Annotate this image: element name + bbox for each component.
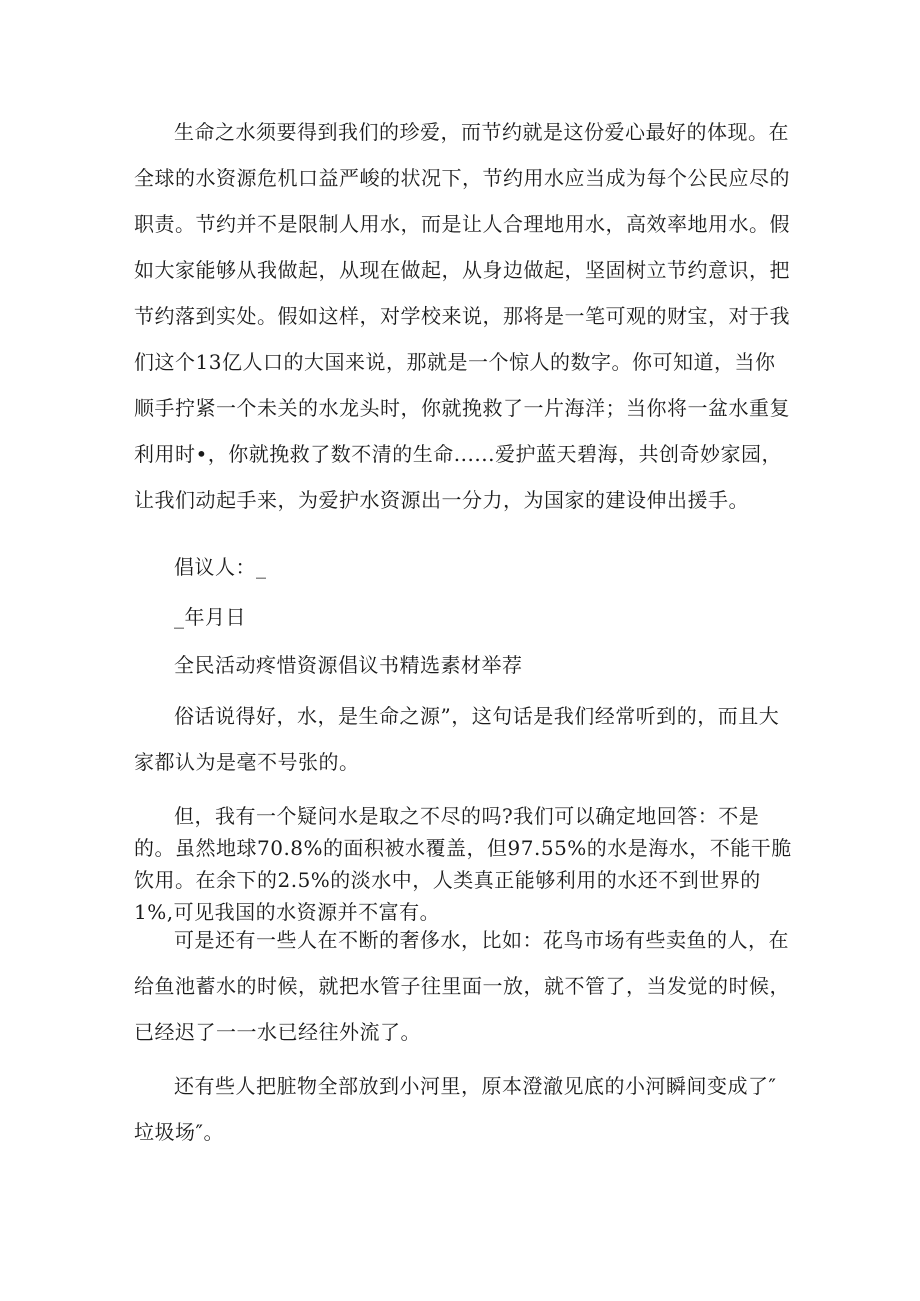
paragraph-river-pollution: 还有些人把脏物全部放到小河里，原本澄澈见底的小河瞬间变成了″垃圾场″。 (134, 1074, 777, 1144)
date-line: _年月日 (174, 605, 246, 629)
paragraph-water-conservation: 生命之水须要得到我们的珍爱，而节约就是这份爱心最好的体现。在全球的水资源危机口益严峻的状况下，节约用水应当成为每个公民应尽的职责。节约并不是限制人用水，而是让人合理地用水，高效率地用水。假如大家能够从我做起，从现在做起，从身边做起，坚固树立节约意识，把节约落到实处。假如这样，对学校来说，那将是一笔可观的财宝，对于我们这个13亿人口的大国来说，那就是一个惊人的数字。你可知道，当你顺手拧紧一个未关的水龙头时，你就挽救了一片海洋；当你将一盆水重复利用时•，你就挽救了数不清的生命......爱护蓝天碧海，共创奇妙家园，让我们动起手来，为爱护水资源出一分力，为国家的建设伸出援手。 (134, 120, 790, 512)
paragraph-water-statistics: 但，我有一个疑问水是取之不尽的吗?我们可以确定地回答：不是的。虽然地球70.8%的面积被水覆盖，但97.55%的水是海水，不能干脆饮用。在余下的2.5%的淡水中，人类真正能够利用的水还不到世界的1%,可见我国的水资源并不富有。 (134, 804, 792, 924)
signer-line: 倡议人：_ (174, 555, 267, 579)
section-title: 全民活动疼惜资源倡议书精选素材举荐 (174, 653, 523, 677)
paragraph-proverb: 俗话说得好，水，是生命之源”，这句话是我们经常听到的，而且大家都认为是毫不号张的。 (134, 704, 780, 774)
paragraph-water-waste: 可是还有一些人在不断的奢侈水，比如：花鸟市场有些卖鱼的人，在给鱼池蓄水的时候，就把水管子往里面一放，就不管了，当发觉的时候，已经迟了一一水已经往外流了。 (134, 928, 790, 1044)
